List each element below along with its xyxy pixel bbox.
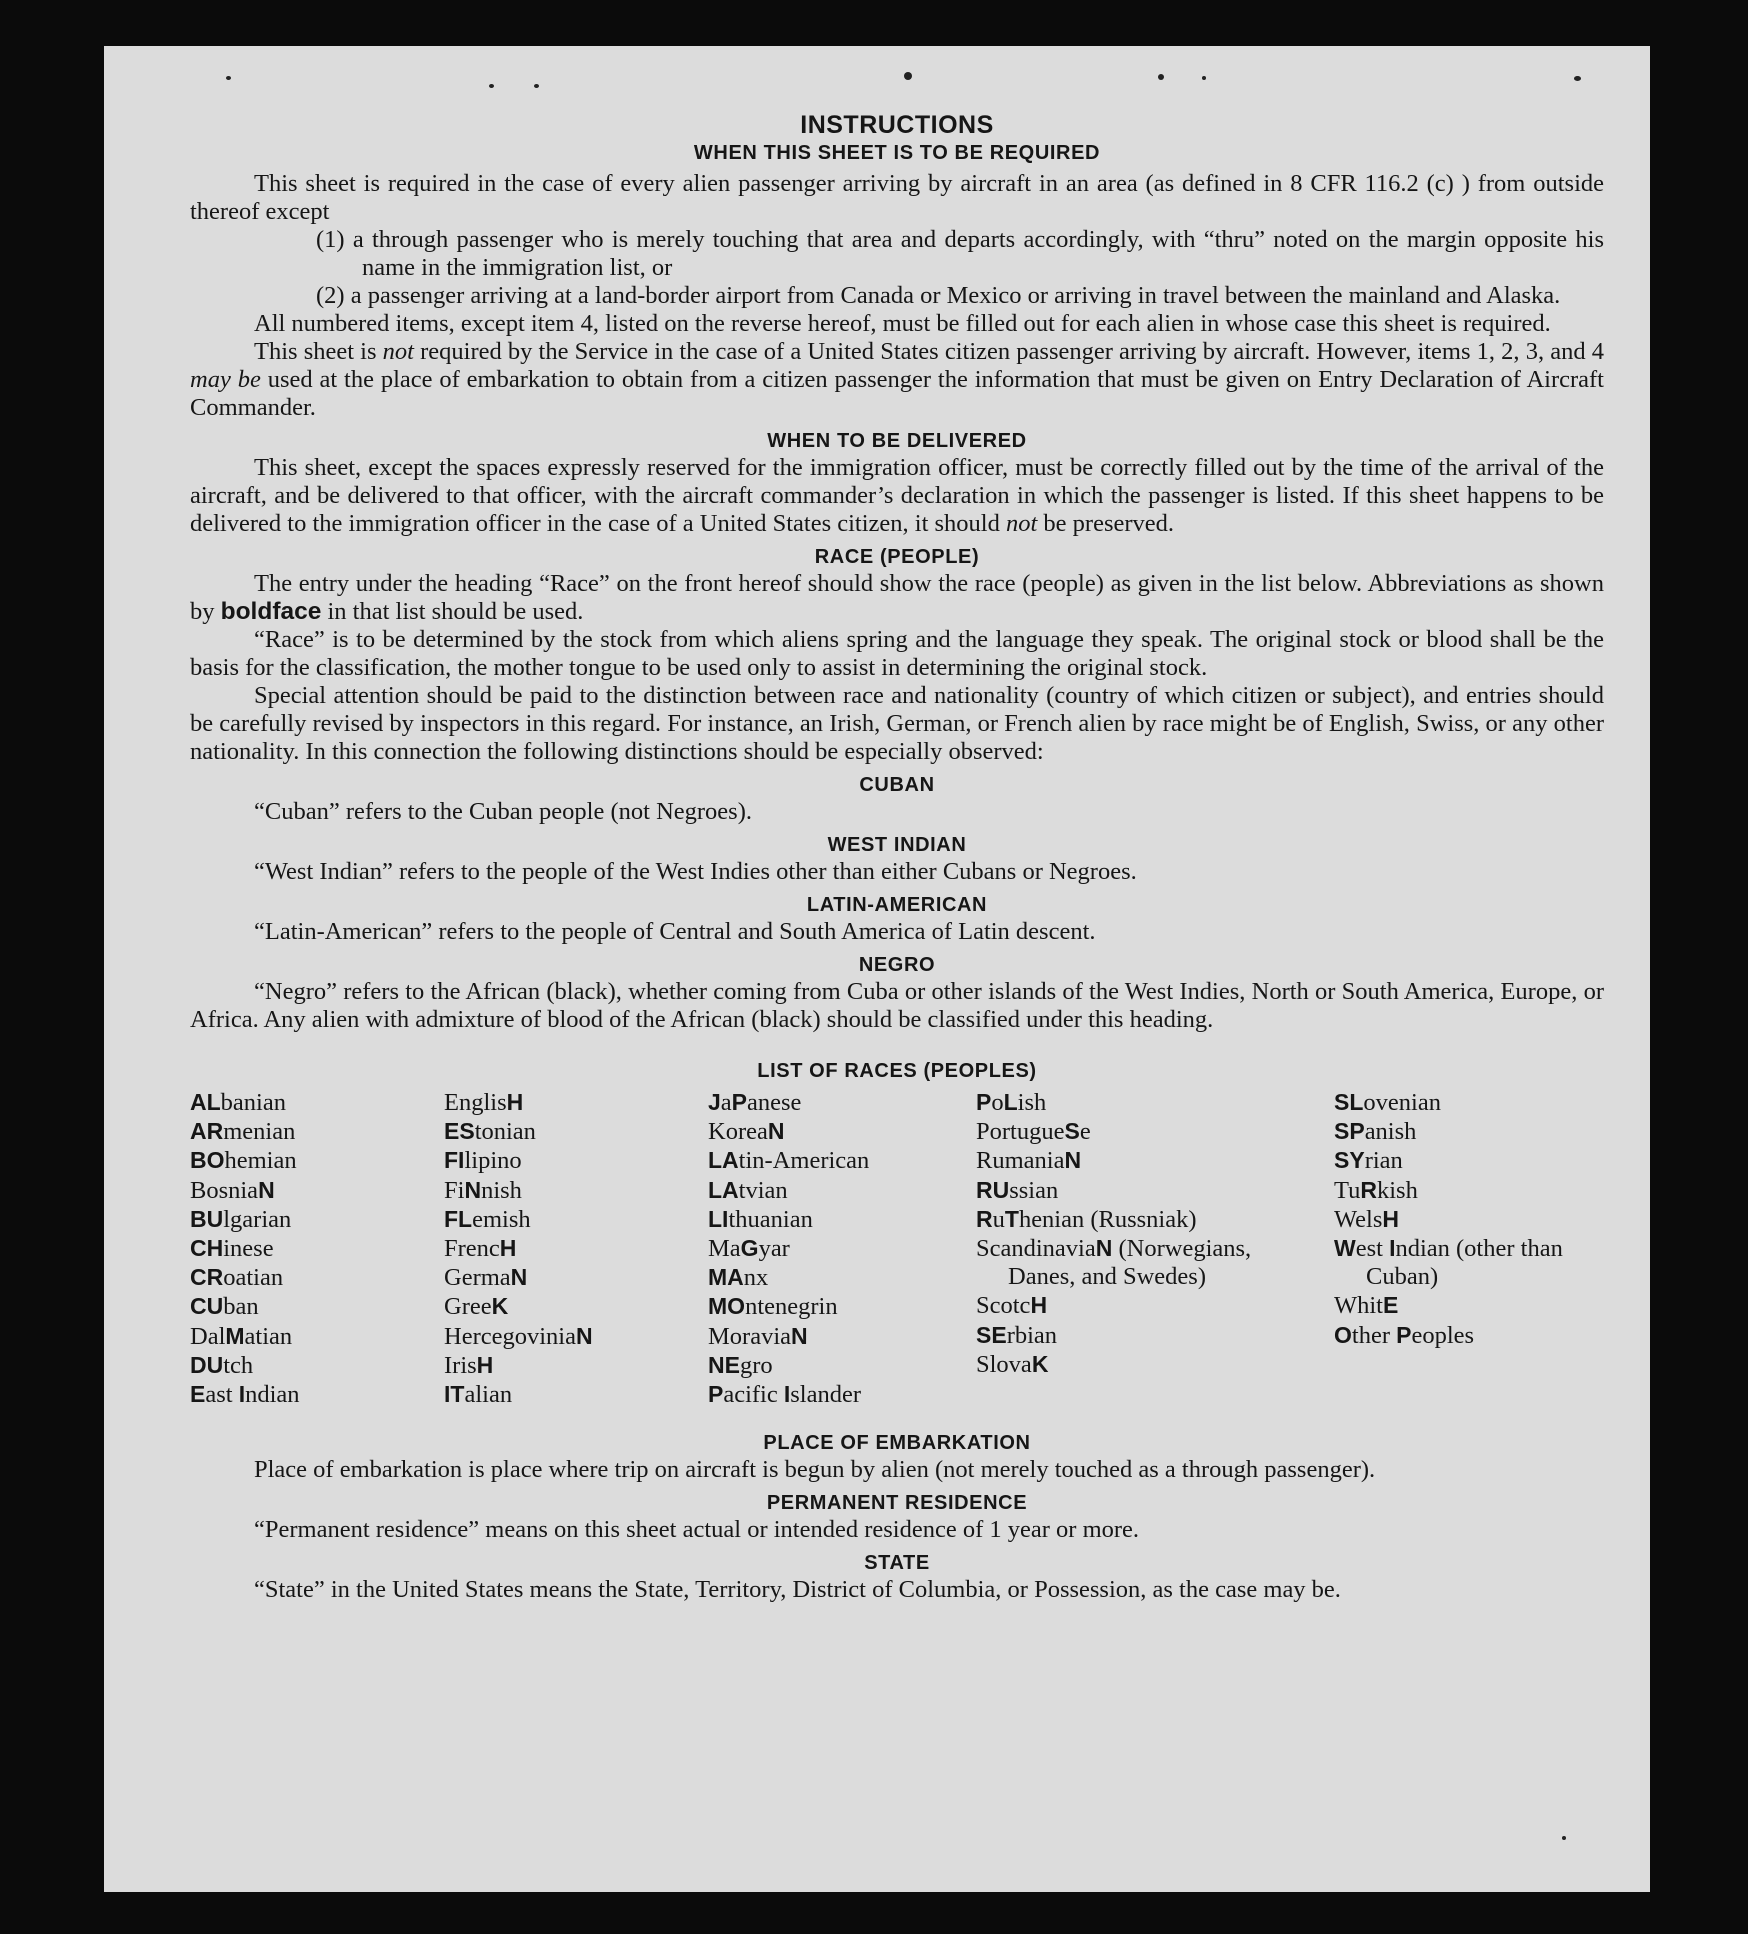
race-entry: FIlipino [444,1147,522,1175]
races-column-1 [190,1088,300,1409]
text-run: required by the Service in the case of a United States citizen passenger arriving by aircraft. However, items 1, 2, 3, and 4 [413,338,1604,365]
race-entry: LIthuanian [708,1205,813,1233]
abbreviation-letters: LA [708,1176,739,1203]
paragraph-race-nationality: Special attention should be paid to the distinction between race and nationality (country of which citizen or subject), and entries should be carefully revised by inspectors in this regard. For instance, an Irish, German, or French alien by race might be of English, Swiss, or any other nationality. In this connection the following distinctions should be especially observed: [190,682,1604,765]
races-column-5 [1334,1088,1604,1350]
abbreviation-letters: SP [1334,1118,1365,1145]
abbreviation-letters: ES [444,1118,475,1145]
race-entry: RuThenian (Russniak) [976,1205,1197,1233]
race-entry: PortugueSe [976,1118,1091,1146]
item-number: (1) [316,226,345,253]
section-heading-negro: NEGRO [858,954,936,976]
race-entry: TuRkish [1334,1176,1418,1204]
abbreviation-letters: N [767,1118,785,1145]
race-entry: Pacific Islander [708,1381,862,1409]
abbreviation-letters: H [506,1089,524,1115]
abbreviation-letters: N [575,1322,593,1349]
abbreviation-letters: W [1334,1235,1356,1262]
abbreviation-letters: RU [976,1176,1010,1203]
bold-text: boldface [220,598,322,625]
text-run: be preserved. [1037,510,1175,537]
abbreviation-letters: P [708,1381,724,1408]
instructions-content [190,110,1604,1604]
race-entry: LAtin-American [708,1147,870,1175]
paragraph-required-intro: This sheet is required in the case of every alien passenger arriving by aircraft in an area (as defined in 8 CFR 116.2 (c) ) from outside thereof except [190,170,1604,225]
paragraph-embarkation: Place of embarkation is place where trip on aircraft is begun by alien (not merely touched as a through passenger). [254,1456,1376,1483]
abbreviation-letters: M [225,1322,245,1349]
abbreviation-letters: E [1383,1292,1399,1319]
abbreviation-letters: N [791,1322,808,1349]
race-entry: GreeK [444,1293,509,1321]
abbreviation-letters: T [1004,1205,1019,1232]
speck [1158,74,1164,80]
abbreviation-letters: I [238,1381,246,1408]
abbreviation-letters: MO [708,1293,746,1320]
abbreviation-letters: IT [444,1381,465,1408]
speck [1562,1836,1566,1840]
race-entry: BUlgarian [190,1205,292,1233]
race-entry: PoLish [976,1089,1047,1116]
race-entry: DalMatian [190,1322,293,1350]
race-entry: RumaniaN [976,1147,1082,1175]
abbreviation-letters: I [1389,1235,1396,1262]
abbreviation-letters: CR [190,1264,224,1291]
races-column-3 [708,1088,869,1409]
race-entry: WhitE [1334,1292,1399,1320]
race-entry: FrencH [444,1235,517,1263]
race-entry: ITalian [444,1381,513,1409]
races-column-4 [976,1088,1278,1379]
abbreviation-letters: AR [190,1118,224,1145]
page-title: INSTRUCTIONS [800,111,994,139]
abbreviation-letters: DU [190,1351,224,1378]
abbreviation-letters: N [258,1176,275,1203]
races-list [190,1088,1604,1424]
italic-text: may be [190,366,261,393]
paragraph-race-entry [190,570,1604,626]
abbreviation-letters: SE [976,1321,1007,1348]
race-entry: West Indian (other than Cuban) [1334,1235,1563,1291]
abbreviation-letters: N [1095,1235,1113,1262]
abbreviation-letters: P [976,1089,992,1115]
speck [489,84,494,88]
abbreviation-letters: E [190,1381,206,1408]
race-entry: ScotcH [976,1292,1048,1320]
text-run: The entry under the heading “Race” on the front hereof should show the race (people) as given in the list below. Abbreviations as shown by [190,570,1604,625]
section-heading-race: RACE (PEOPLE) [814,546,980,568]
section-heading-delivered: WHEN TO BE DELIVERED [767,430,1027,452]
speck [226,76,231,80]
paragraph-residence: “Permanent residence” means on this sheet actual or intended residence of 1 year or more. [254,1516,1140,1543]
abbreviation-letters: R [1360,1176,1377,1203]
race-entry: BOhemian [190,1147,297,1175]
section-heading-races-list: LIST OF RACES (PEOPLES) [757,1060,1037,1082]
race-entry: East Indian [190,1381,300,1409]
race-entry: FLemish [444,1205,531,1233]
race-entry: CRoatian [190,1264,284,1292]
abbreviation-letters: S [1064,1118,1080,1145]
abbreviation-letters: P [731,1089,748,1115]
race-entry: GermaN [444,1264,528,1292]
abbreviation-letters: SL [1334,1089,1364,1115]
race-entry: SlovaK [976,1350,1049,1378]
paragraph-citizen [190,338,1604,422]
paragraph-numbered-items: All numbered items, except item 4, listed on the reverse hereof, must be filled out for each alien in whose case this sheet is required. [254,310,1551,337]
text-run: This sheet is [254,338,383,365]
abbreviation-letters: N [1064,1147,1082,1174]
section-heading-state: STATE [864,1552,930,1574]
paragraph-race-stock: “Race” is to be determined by the stock from which aliens spring and the language they speak. The original stock or blood shall be the basis for the classification, the mother tongue to be used only to assist in determining the original stock. [190,626,1604,681]
abbreviation-letters: LI [708,1205,729,1232]
text-run: This sheet, except the spaces expressly reserved for the immigration officer, must be correctly filled out by the time of the arrival of the aircraft, and be delivered to that officer, with the aircraft commander’s declaration in which the passenger is listed. If this sheet happens to be delivered to the immigration officer in the case of a United States citizen, it should [190,454,1604,537]
abbreviation-letters: AL [190,1089,221,1115]
abbreviation-letters: K [1031,1350,1049,1377]
abbreviation-letters: H [499,1235,517,1262]
abbreviation-letters: J [708,1089,721,1115]
race-entry: DUtch [190,1351,254,1379]
race-entry: Other Peoples [1334,1321,1475,1349]
abbreviation-letters: G [740,1235,759,1262]
section-heading-residence: PERMANENT RESIDENCE [766,1492,1028,1514]
exception-item-1 [190,226,1604,282]
section-heading-cuban: CUBAN [859,774,935,796]
speck [904,72,912,80]
abbreviation-letters: BO [190,1147,225,1174]
abbreviation-letters: CH [190,1235,224,1262]
item-text: a passenger arriving at a land-border airport from Canada or Mexico or arriving in travel between the mainland and Alaska. [350,282,1561,309]
abbreviation-letters: N [464,1176,482,1203]
race-entry: EnglisH [444,1089,524,1116]
race-entry: KoreaN [708,1118,785,1146]
race-entry: MOntenegrin [708,1293,838,1321]
race-entry: RUssian [976,1176,1059,1204]
race-entry: CHinese [190,1235,274,1263]
race-entry: WelsH [1334,1205,1400,1233]
document-page [104,46,1650,1892]
races-column-2 [444,1088,593,1409]
race-entry: LAtvian [708,1176,788,1204]
exception-item-2 [190,282,1604,310]
race-entry: NEgro [708,1351,773,1379]
race-entry: ScandinaviaN (Norwegians, Danes, and Swedes) [976,1235,1252,1291]
abbreviation-letters: N [510,1264,528,1291]
race-entry: ALbanian [190,1089,286,1116]
abbreviation-letters: L [1003,1089,1018,1115]
paragraph-latin-american: “Latin-American” refers to the people of Central and South America of Latin descent. [254,918,1096,945]
race-entry: BosniaN [190,1176,275,1204]
race-entry: EStonian [444,1118,536,1146]
paragraph-west-indian: “West Indian” refers to the people of the West Indies other than either Cubans or Negroes. [254,858,1137,885]
paragraph-negro: “Negro” refers to the African (black), whether coming from Cuba or other islands of the West Indies, North or South America, Europe, or Africa. Any alien with admixture of blood of the African (black) should be classified under this heading. [190,978,1604,1033]
italic-text: not [382,338,414,365]
abbreviation-letters: FI [444,1147,465,1174]
abbreviation-letters: P [1396,1321,1412,1348]
race-entry: JaPanese [708,1089,802,1116]
section-heading-west-indian: WEST INDIAN [827,834,967,856]
abbreviation-letters: I [783,1381,791,1408]
item-number: (2) [316,282,345,309]
abbreviation-letters: H [476,1351,494,1378]
abbreviation-letters: O [1334,1321,1352,1348]
text-run: in that list should be used. [321,598,584,625]
race-entry: FiNnish [444,1176,522,1204]
section-heading-embarkation: PLACE OF EMBARKATION [763,1432,1031,1454]
race-entry: IrisH [444,1351,494,1379]
section-heading-latin-american: LATIN-AMERICAN [806,894,988,916]
race-entry: CUban [190,1293,259,1321]
race-entry: SPanish [1334,1118,1417,1146]
abbreviation-letters: NE [708,1351,740,1378]
abbreviation-letters: FL [444,1205,473,1232]
abbreviation-letters: H [1030,1292,1048,1319]
race-entry: HercegoviniaN [444,1322,593,1350]
abbreviation-letters: BU [190,1205,224,1232]
race-entry: MaGyar [708,1235,790,1263]
abbreviation-letters: SY [1334,1147,1365,1174]
abbreviation-letters: LA [708,1147,739,1174]
abbreviation-letters: H [1382,1205,1400,1232]
italic-text: not [1005,510,1038,537]
item-text: a through passenger who is merely touching that area and departs accordingly, with “thru” noted on the margin opposite his name in the immigration list, or [352,226,1605,281]
paragraph-cuban: “Cuban” refers to the Cuban people (not Negroes). [254,798,752,825]
paragraph-state: “State” in the United States means the State, Territory, District of Columbia, or Possession, as the case may be. [254,1576,1341,1603]
abbreviation-letters: CU [190,1293,224,1320]
speck [534,84,539,88]
race-entry: SYrian [1334,1147,1403,1175]
race-entry: SLovenian [1334,1089,1441,1116]
abbreviation-letters: MA [708,1264,744,1291]
paragraph-delivered [190,454,1604,538]
race-entry: SErbian [976,1321,1058,1349]
abbreviation-letters: R [976,1205,993,1232]
text-run: used at the place of embarkation to obtain from a citizen passenger the information that must be given on Entry Declaration of Aircraft Commander. [190,366,1604,421]
speck [1202,76,1206,80]
race-entry: ARmenian [190,1118,296,1146]
race-entry: MoraviaN [708,1322,808,1350]
section-heading-required: WHEN THIS SHEET IS TO BE REQUIRED [693,142,1101,164]
race-entry: MAnx [708,1264,769,1292]
speck [1574,76,1581,81]
abbreviation-letters: K [491,1293,509,1320]
